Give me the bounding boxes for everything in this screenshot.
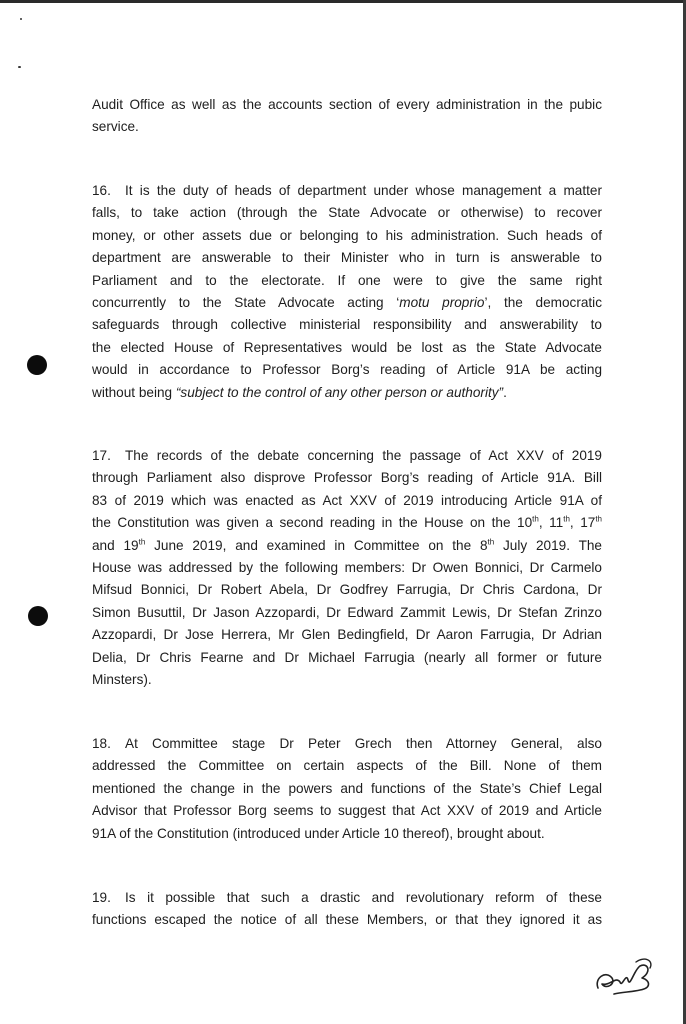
italic-phrase: motu proprio <box>399 295 485 311</box>
text-fragment: the Constitution was given a second reading in the House on the 10 <box>92 515 533 531</box>
text-line: through Parliament also disprove Professor Borg’s reading of Article 91A. Bill <box>92 470 602 486</box>
text-line: Advisor that Professor Borg seems to suggest that Act XXV of 2019 and Article <box>92 803 602 819</box>
text-fragment: June 2019, and examined in Committee on the 8 <box>145 537 488 553</box>
paragraph-18 <box>92 733 602 845</box>
text-line <box>92 535 602 557</box>
text-line: Azzopardi, Dr Jose Herrera, Mr Glen Bedingfield, Dr Aaron Farrugia, Dr Adrian <box>92 627 602 643</box>
text-line: department are answerable to their Minister who in turn is answerable to <box>92 250 602 266</box>
text-line: money, or other assets due or belonging to his administration. Such heads of <box>92 227 602 243</box>
text-line <box>92 382 602 404</box>
paragraph-number: 17. <box>92 448 111 463</box>
text-fragment: concurrently to the State Advocate acting ‘ <box>92 295 400 311</box>
text-line: 91A of the Constitution (introduced under Article 10 thereof), brought about. <box>92 825 545 841</box>
paragraph-19 <box>92 887 602 932</box>
text-line <box>92 733 602 755</box>
text-line: Parliament and to the electorate. If one were to give the same right <box>92 272 602 288</box>
paragraph-16 <box>92 180 602 404</box>
text-line <box>92 180 602 202</box>
paragraph-number: 16. <box>92 183 111 198</box>
text-fragment: , 11 <box>538 515 564 531</box>
text-line: 83 of 2019 which was enacted as Act XXV of 2019 introducing Article 91A of <box>92 492 602 508</box>
text-line: mentioned the change in the powers and functions of the State’s Chief Legal <box>92 780 602 796</box>
superscript: th <box>563 514 570 524</box>
paragraph-number: 18. <box>92 736 111 751</box>
punch-hole-bottom <box>28 606 48 626</box>
text-line: Delia, Dr Chris Fearne and Dr Michael Farrugia (nearly all former or future <box>92 649 602 665</box>
text-fragment: It is the duty of heads of department under whose management a matter <box>125 183 602 198</box>
italic-quote: “subject to the control of any other person or authority” <box>175 384 504 400</box>
text-fragment: Is it possible that such a drastic and revolutionary reform of these <box>125 890 602 905</box>
text-fragment: . <box>503 384 507 400</box>
scan-speck <box>18 66 21 68</box>
text-line: Mifsud Bonnici, Dr Robert Abela, Dr Godfrey Farrugia, Dr Chris Cardona, Dr <box>92 582 602 598</box>
superscript: th <box>487 537 495 547</box>
paragraph-17 <box>92 445 602 691</box>
punch-hole-top <box>27 355 47 375</box>
text-line <box>92 292 602 314</box>
superscript: th <box>532 514 539 524</box>
text-line: service. <box>92 119 139 135</box>
text-fragment: , 17 <box>569 515 596 531</box>
text-fragment: without being <box>92 384 176 400</box>
text-line: safeguards through collective ministerial responsibility and answerability to <box>92 317 602 333</box>
text-line: addressed the Committee on certain aspects of the Bill. None of them <box>92 758 602 774</box>
text-line <box>92 887 602 909</box>
text-line: Simon Busuttil, Dr Jason Azzopardi, Dr Edward Zammit Lewis, Dr Stefan Zrinzo <box>92 604 602 620</box>
handwritten-initials-signature <box>592 952 660 1000</box>
text-fragment: and 19 <box>92 537 139 553</box>
scan-edge-top <box>0 0 686 3</box>
paragraph-number: 19. <box>92 890 111 905</box>
text-fragment: At Committee stage Dr Peter Grech then Attorney General, also <box>125 736 602 751</box>
superscript: th <box>595 514 602 524</box>
text-fragment: ’, the democratic <box>484 295 603 311</box>
text-line: Audit Office as well as the accounts section of every administration in the pubic <box>92 97 602 112</box>
text-line <box>92 512 602 534</box>
paragraph-continuation <box>92 94 602 139</box>
text-fragment: July 2019. The <box>494 537 602 553</box>
text-line: the elected House of Representatives would be lost as the State Advocate <box>92 339 602 355</box>
text-line: falls, to take action (through the State Advocate or otherwise) to recover <box>92 205 602 221</box>
superscript: th <box>138 537 146 547</box>
text-fragment: The records of the debate concerning the passage of Act XXV of 2019 <box>125 448 602 463</box>
text-line <box>92 445 602 467</box>
text-line: House was addressed by the following members: Dr Owen Bonnici, Dr Carmelo <box>92 560 602 576</box>
text-line: Minsters). <box>92 672 152 688</box>
scan-speck <box>20 18 22 20</box>
text-line: functions escaped the notice of all these Members, or that they ignored it as <box>92 912 602 928</box>
text-line: would in accordance to Professor Borg’s reading of Article 91A be acting <box>92 362 602 378</box>
